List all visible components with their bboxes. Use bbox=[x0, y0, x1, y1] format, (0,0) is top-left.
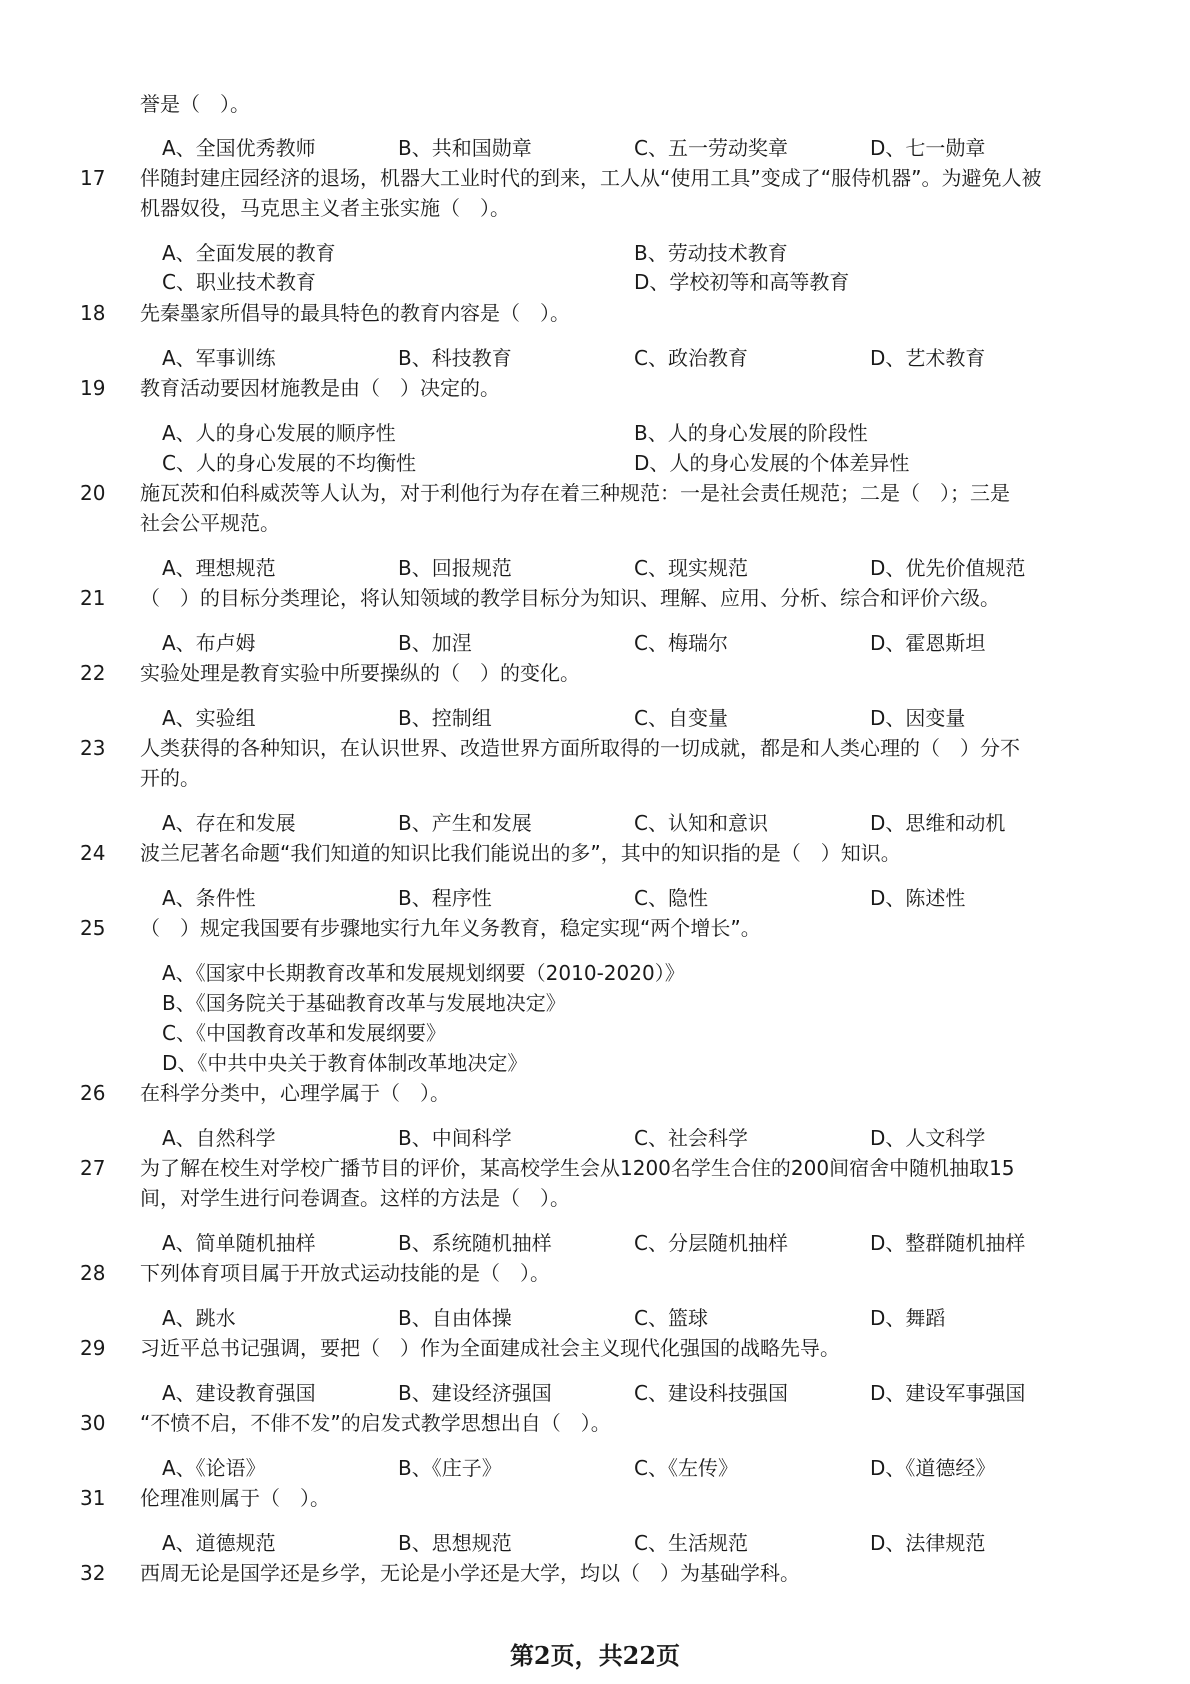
option-c: C、分层随机抽样 bbox=[634, 1231, 788, 1255]
question-stem: 伦理准则属于（ ）。 bbox=[140, 1486, 330, 1510]
question-stem: 为了解在校生对学校广播节目的评价，某高校学生会从1200名学生合住的200间宿舍中随机抽取15 bbox=[140, 1156, 1015, 1180]
option-b: B、思想规范 bbox=[398, 1531, 512, 1555]
option-d: D、陈述性 bbox=[870, 886, 966, 910]
option-a: A、自然科学 bbox=[162, 1126, 276, 1150]
option-d: D、人的身心发展的个体差异性 bbox=[634, 451, 910, 475]
option-c: C、自变量 bbox=[634, 706, 728, 730]
option-a: A、《国家中长期教育改革和发展规划纲要（2010-2020）》 bbox=[162, 961, 685, 985]
option-c: C、现实规范 bbox=[634, 556, 748, 580]
option-d: D、《中共中央关于教育体制改革地决定》 bbox=[162, 1051, 528, 1075]
question-number: 23 bbox=[80, 736, 106, 760]
option-c: C、《左传》 bbox=[634, 1456, 738, 1480]
option-c: C、隐性 bbox=[634, 886, 708, 910]
option-a: A、条件性 bbox=[162, 886, 256, 910]
option-c: C、政治教育 bbox=[634, 346, 748, 370]
question-number: 21 bbox=[80, 586, 106, 610]
question-stem: 教育活动要因材施教是由（ ）决定的。 bbox=[140, 376, 500, 400]
question-number: 30 bbox=[80, 1411, 106, 1435]
option-a: A、跳水 bbox=[162, 1306, 236, 1330]
question-stem: 习近平总书记强调，要把（ ）作为全面建成社会主义现代化强国的战略先导。 bbox=[140, 1336, 840, 1360]
question-number: 28 bbox=[80, 1261, 106, 1285]
q16-option-b: B、共和国勋章 bbox=[398, 136, 532, 160]
option-c: C、认知和意识 bbox=[634, 811, 768, 835]
question-stem: 在科学分类中，心理学属于（ ）。 bbox=[140, 1081, 450, 1105]
option-d: D、舞蹈 bbox=[870, 1306, 946, 1330]
option-a: A、军事训练 bbox=[162, 346, 276, 370]
question-stem: 机器奴役，马克思主义者主张实施（ ）。 bbox=[140, 196, 510, 220]
option-a: A、道德规范 bbox=[162, 1531, 276, 1555]
question-stem: （ ）规定我国要有步骤地实行九年义务教育，稳定实现“两个增长”。 bbox=[140, 916, 761, 940]
q16-option-d: D、七一勋章 bbox=[870, 136, 986, 160]
question-number: 31 bbox=[80, 1486, 106, 1510]
option-c: C、《中国教育改革和发展纲要》 bbox=[162, 1021, 446, 1045]
question-number: 32 bbox=[80, 1561, 106, 1585]
option-b: B、《国务院关于基础教育改革与发展地决定》 bbox=[162, 991, 566, 1015]
option-b: B、加涅 bbox=[398, 631, 472, 655]
option-a: A、《论语》 bbox=[162, 1456, 266, 1480]
question-stem: 间，对学生进行问卷调查。这样的方法是（ ）。 bbox=[140, 1186, 570, 1210]
option-c: C、人的身心发展的不均衡性 bbox=[162, 451, 416, 475]
option-d: D、艺术教育 bbox=[870, 346, 986, 370]
question-number: 19 bbox=[80, 376, 106, 400]
question-number: 25 bbox=[80, 916, 106, 940]
option-b: B、系统随机抽样 bbox=[398, 1231, 552, 1255]
option-b: B、建设经济强国 bbox=[398, 1381, 552, 1405]
option-a: A、人的身心发展的顺序性 bbox=[162, 421, 396, 445]
question-number: 29 bbox=[80, 1336, 106, 1360]
question-stem: 西周无论是国学还是乡学，无论是小学还是大学，均以（ ）为基础学科。 bbox=[140, 1561, 800, 1585]
option-d: D、学校初等和高等教育 bbox=[634, 270, 850, 294]
option-c: C、社会科学 bbox=[634, 1126, 748, 1150]
q16-option-a: A、全国优秀教师 bbox=[162, 136, 316, 160]
option-b: B、科技教育 bbox=[398, 346, 512, 370]
option-d: D、人文科学 bbox=[870, 1126, 986, 1150]
question-number: 20 bbox=[80, 481, 106, 505]
option-d: D、因变量 bbox=[870, 706, 966, 730]
question-stem: 开的。 bbox=[140, 766, 200, 790]
question-16-stem-tail: 誉是（ ）。 bbox=[140, 92, 250, 116]
option-d: D、霍恩斯坦 bbox=[870, 631, 986, 655]
option-a: A、建设教育强国 bbox=[162, 1381, 316, 1405]
question-stem: 下列体育项目属于开放式运动技能的是（ ）。 bbox=[140, 1261, 550, 1285]
option-d: D、法律规范 bbox=[870, 1531, 986, 1555]
option-b: B、劳动技术教育 bbox=[634, 241, 788, 265]
option-b: B、控制组 bbox=[398, 706, 492, 730]
question-stem: （ ）的目标分类理论，将认知领域的教学目标分为知识、理解、应用、分析、综合和评价六级。 bbox=[140, 586, 1000, 610]
q16-option-c: C、五一劳动奖章 bbox=[634, 136, 788, 160]
option-c: C、梅瑞尔 bbox=[634, 631, 728, 655]
question-stem: 先秦墨家所倡导的最具特色的教育内容是（ ）。 bbox=[140, 301, 570, 325]
option-c: C、建设科技强国 bbox=[634, 1381, 788, 1405]
question-number: 17 bbox=[80, 166, 106, 190]
question-stem: 施瓦茨和伯科威茨等人认为，对于利他行为存在着三种规范：一是社会责任规范；二是（ ）；三是 bbox=[140, 481, 1010, 505]
option-d: D、《道德经》 bbox=[870, 1456, 996, 1480]
option-a: A、理想规范 bbox=[162, 556, 276, 580]
option-b: B、程序性 bbox=[398, 886, 492, 910]
option-b: B、自由体操 bbox=[398, 1306, 512, 1330]
option-a: A、实验组 bbox=[162, 706, 256, 730]
option-d: D、思维和动机 bbox=[870, 811, 1006, 835]
option-b: B、中间科学 bbox=[398, 1126, 512, 1150]
question-number: 24 bbox=[80, 841, 106, 865]
option-c: C、生活规范 bbox=[634, 1531, 748, 1555]
page-footer: 第2页，共22页 bbox=[509, 1641, 681, 1670]
question-stem: “不愤不启，不俳不发”的启发式教学思想出自（ ）。 bbox=[140, 1411, 611, 1435]
question-stem: 实验处理是教育实验中所要操纵的（ ）的变化。 bbox=[140, 661, 580, 685]
option-a: A、布卢姆 bbox=[162, 631, 256, 655]
question-stem: 社会公平规范。 bbox=[140, 511, 280, 535]
question-stem: 伴随封建庄园经济的退场，机器大工业时代的到来，工人从“使用工具”变成了“服侍机器”。为避免人被 bbox=[140, 166, 1042, 190]
option-a: A、全面发展的教育 bbox=[162, 241, 336, 265]
option-b: B、回报规范 bbox=[398, 556, 512, 580]
option-d: D、建设军事强国 bbox=[870, 1381, 1026, 1405]
option-d: D、优先价值规范 bbox=[870, 556, 1026, 580]
option-b: B、产生和发展 bbox=[398, 811, 532, 835]
option-d: D、整群随机抽样 bbox=[870, 1231, 1026, 1255]
question-stem: 人类获得的各种知识，在认识世界、改造世界方面所取得的一切成就，都是和人类心理的（ ）分不 bbox=[140, 736, 1020, 760]
question-number: 27 bbox=[80, 1156, 106, 1180]
option-a: A、存在和发展 bbox=[162, 811, 296, 835]
question-number: 22 bbox=[80, 661, 106, 685]
option-b: B、人的身心发展的阶段性 bbox=[634, 421, 868, 445]
question-number: 26 bbox=[80, 1081, 106, 1105]
option-b: B、《庄子》 bbox=[398, 1456, 502, 1480]
question-stem: 波兰尼著名命题“我们知道的知识比我们能说出的多”，其中的知识指的是（ ）知识。 bbox=[140, 841, 901, 865]
option-c: C、篮球 bbox=[634, 1306, 708, 1330]
option-a: A、简单随机抽样 bbox=[162, 1231, 316, 1255]
option-c: C、职业技术教育 bbox=[162, 270, 316, 294]
question-number: 18 bbox=[80, 301, 106, 325]
